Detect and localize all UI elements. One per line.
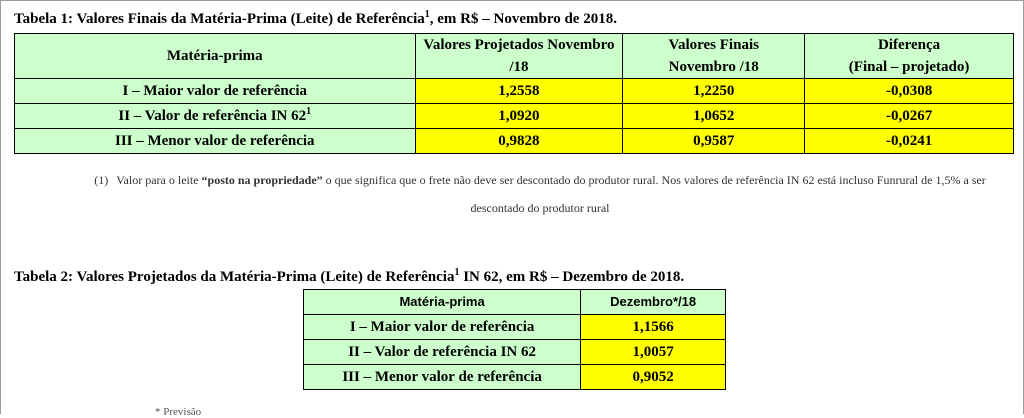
- table-row: [15, 79, 1014, 104]
- difference-value: -0,0241: [805, 129, 1014, 154]
- table2: [303, 289, 726, 390]
- row-label: I – Maior valor de referência: [304, 315, 581, 340]
- table1-footnote: (1) Valor para o leite “posto na propriedade” o que significa que o frete não deve ser descontado do produtor rural. Nos valores de referência IN 62 está incluso Funrural de 1,5% a ser descontado do produtor rural: [94, 173, 986, 215]
- table2-header-december: Dezembro*/18: [581, 290, 726, 315]
- table-row: [304, 340, 726, 365]
- projected-value: 0,9828: [415, 129, 623, 154]
- projected-value: 1,0920: [415, 104, 623, 129]
- row-label: II – Valor de referência IN 62: [304, 340, 581, 365]
- december-value: 1,0057: [581, 340, 726, 365]
- table2-header-materia-prima: Matéria-prima: [304, 290, 581, 315]
- row-label: III – Menor valor de referência: [304, 365, 581, 390]
- table1-header-materia-prima: Matéria-prima: [15, 34, 416, 79]
- final-value: 0,9587: [623, 129, 805, 154]
- table1-header-final: Valores Finais Novembro /18: [623, 34, 805, 79]
- row-label: II – Valor de referência IN $62^1$: [15, 104, 416, 129]
- final-value: 1,2250: [623, 79, 805, 104]
- december-value: 0,9052: [581, 365, 726, 390]
- difference-value: -0,0308: [805, 79, 1014, 104]
- table2-footnote: * Previsão: [155, 406, 202, 418]
- projected-value: 1,2558: [415, 79, 623, 104]
- row-label: I – Maior valor de referência: [15, 79, 416, 104]
- difference-value: -0,0267: [805, 104, 1014, 129]
- table-row: [15, 104, 1014, 129]
- table1-header-difference: Diferença (Final – projetado): [805, 34, 1014, 79]
- table1-header-projected: Valores Projetados Novembro /18: [415, 34, 623, 79]
- table-row: [304, 315, 726, 340]
- table-row: [15, 129, 1014, 154]
- december-value: 1,1566: [581, 315, 726, 340]
- table2-header-row: [304, 290, 726, 315]
- table1-header-row: [15, 34, 1014, 79]
- row-label: III – Menor valor de referência: [15, 129, 416, 154]
- table1: [14, 33, 1014, 154]
- final-value: 1,0652: [623, 104, 805, 129]
- table-row: [304, 365, 726, 390]
- table2-title: Tabela 2: Valores Projetados da Matéria-Prima (Leite) de Referência$^1$ IN 62, em R$ – Dezembro de 2018.: [14, 267, 685, 285]
- table1-title: Tabela 1: Valores Finais da Matéria-Prima (Leite) de Referência$^1$, em R$ – Novembro de 2018.: [14, 9, 617, 27]
